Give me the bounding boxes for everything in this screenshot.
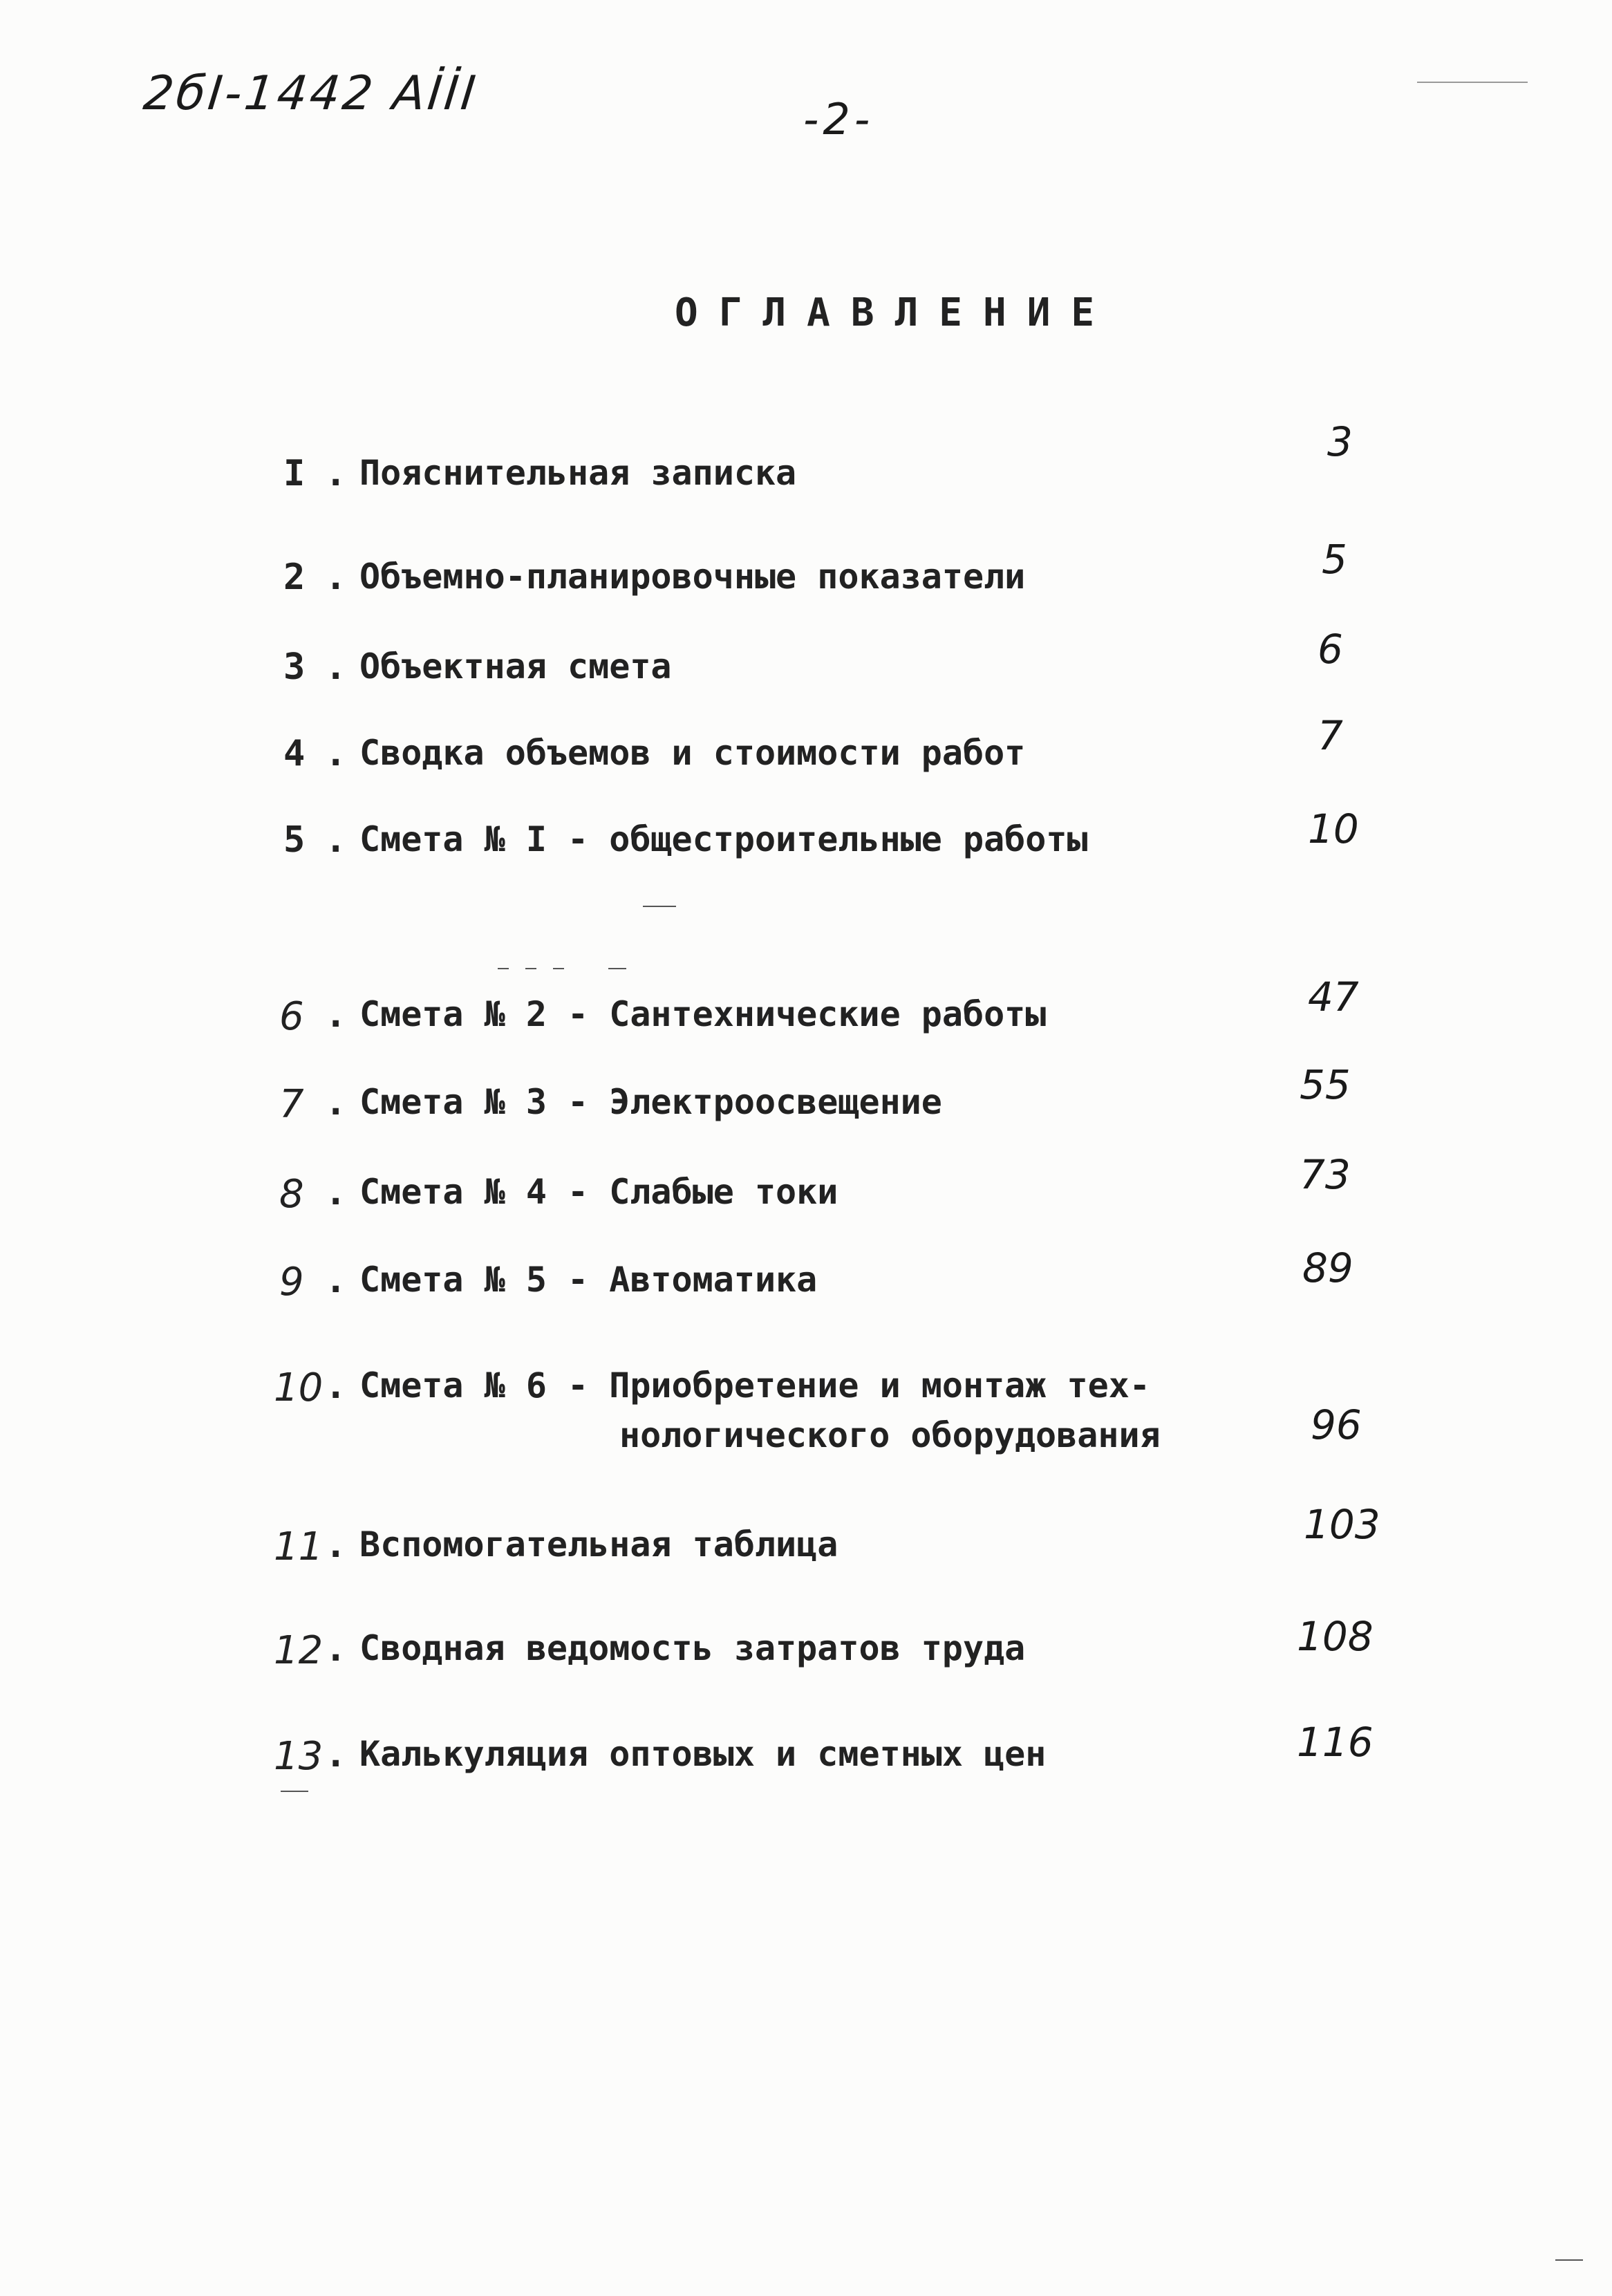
toc-entry-number: 13 xyxy=(274,1734,324,1779)
toc-entry-number: 3 xyxy=(283,646,306,688)
toc-entry-page: 96 xyxy=(1311,1401,1362,1448)
scan-mark xyxy=(1417,82,1528,83)
toc-entry-title: Смета № 4 - Слабые токи xyxy=(359,1172,838,1212)
toc-entry-number: I xyxy=(283,453,306,494)
toc-entry-page: 89 xyxy=(1302,1244,1353,1291)
toc-entry-title: Смета № I - общестроительные работы xyxy=(359,819,1088,859)
toc-entry-dot: . xyxy=(325,733,347,774)
toc-entry-number: 7 xyxy=(279,1082,304,1127)
toc-entry-dot: . xyxy=(325,453,347,494)
scan-mark xyxy=(281,1791,308,1792)
toc-entry-dot: . xyxy=(325,1734,347,1775)
toc-entry-dot: . xyxy=(325,1082,347,1123)
toc-entry-dot: . xyxy=(325,1365,347,1407)
toc-entry-number: 8 xyxy=(279,1172,304,1217)
toc-entry-title: Сводная ведомость затратов труда xyxy=(359,1628,1026,1668)
toc-entry-dot: . xyxy=(325,1260,347,1301)
toc-entry-title: Смета № 2 - Сантехнические работы xyxy=(359,994,1047,1034)
toc-entry-dot: . xyxy=(325,1172,347,1213)
page-title: ОГЛАВЛЕНИЕ xyxy=(675,290,1116,335)
toc-entry-page: 108 xyxy=(1297,1613,1374,1660)
toc-entry-title: Смета № 3 - Электроосвещение xyxy=(359,1082,942,1122)
toc-entry-page: 103 xyxy=(1304,1501,1380,1548)
toc-entry-dot: . xyxy=(325,646,347,688)
toc-entry-page: 6 xyxy=(1318,626,1343,673)
scan-mark xyxy=(525,968,536,969)
toc-entry-page: 116 xyxy=(1297,1719,1374,1766)
toc-entry-title: Пояснительная записка xyxy=(359,453,797,493)
toc-entry-title: Смета № 6 - Приобретение и монтаж тех- xyxy=(359,1365,1150,1406)
toc-entry-title: Калькуляция оптовых и сметных цен xyxy=(359,1734,1047,1774)
toc-entry-page: 3 xyxy=(1327,418,1353,465)
toc-entry-dot: . xyxy=(325,819,347,861)
toc-entry-number: 5 xyxy=(283,819,306,861)
toc-entry-page: 10 xyxy=(1308,805,1359,852)
page-number: -2- xyxy=(803,94,874,144)
toc-entry-number: 2 xyxy=(283,557,306,598)
scan-mark xyxy=(553,968,564,969)
toc-entry-number: 6 xyxy=(279,994,304,1039)
toc-entry-title: Сводка объемов и стоимости работ xyxy=(359,733,1026,773)
toc-entry-dot: . xyxy=(325,994,347,1036)
toc-entry-title: Смета № 5 - Автоматика xyxy=(359,1260,818,1300)
toc-entry-page: 5 xyxy=(1322,536,1347,583)
toc-entry-number: 4 xyxy=(283,733,306,774)
toc-entry-number: 11 xyxy=(274,1524,324,1569)
document-code: 2бI-1442 AİİI xyxy=(140,66,481,121)
scan-mark xyxy=(608,968,626,969)
toc-entry-number: 10 xyxy=(274,1365,324,1410)
scan-mark xyxy=(1555,2259,1583,2261)
toc-entry-page: 47 xyxy=(1308,973,1359,1020)
toc-entry-number: 9 xyxy=(279,1260,304,1305)
toc-entry-title: Вспомогательная таблица xyxy=(359,1524,838,1565)
toc-entry-page: 73 xyxy=(1300,1151,1351,1198)
scan-mark xyxy=(643,906,676,907)
toc-entry-dot: . xyxy=(325,1524,347,1566)
scan-mark xyxy=(498,968,509,969)
toc-entry-page: 55 xyxy=(1300,1061,1351,1108)
toc-entry-title-continued: нологического оборудования xyxy=(619,1415,1161,1455)
toc-entry-title: Объектная смета xyxy=(359,646,672,687)
toc-entry-number: 12 xyxy=(274,1628,324,1673)
toc-entry-dot: . xyxy=(325,557,347,598)
toc-entry-page: 7 xyxy=(1318,712,1343,759)
toc-entry-title: Объемно-планировочные показатели xyxy=(359,557,1026,597)
toc-entry-dot: . xyxy=(325,1628,347,1670)
